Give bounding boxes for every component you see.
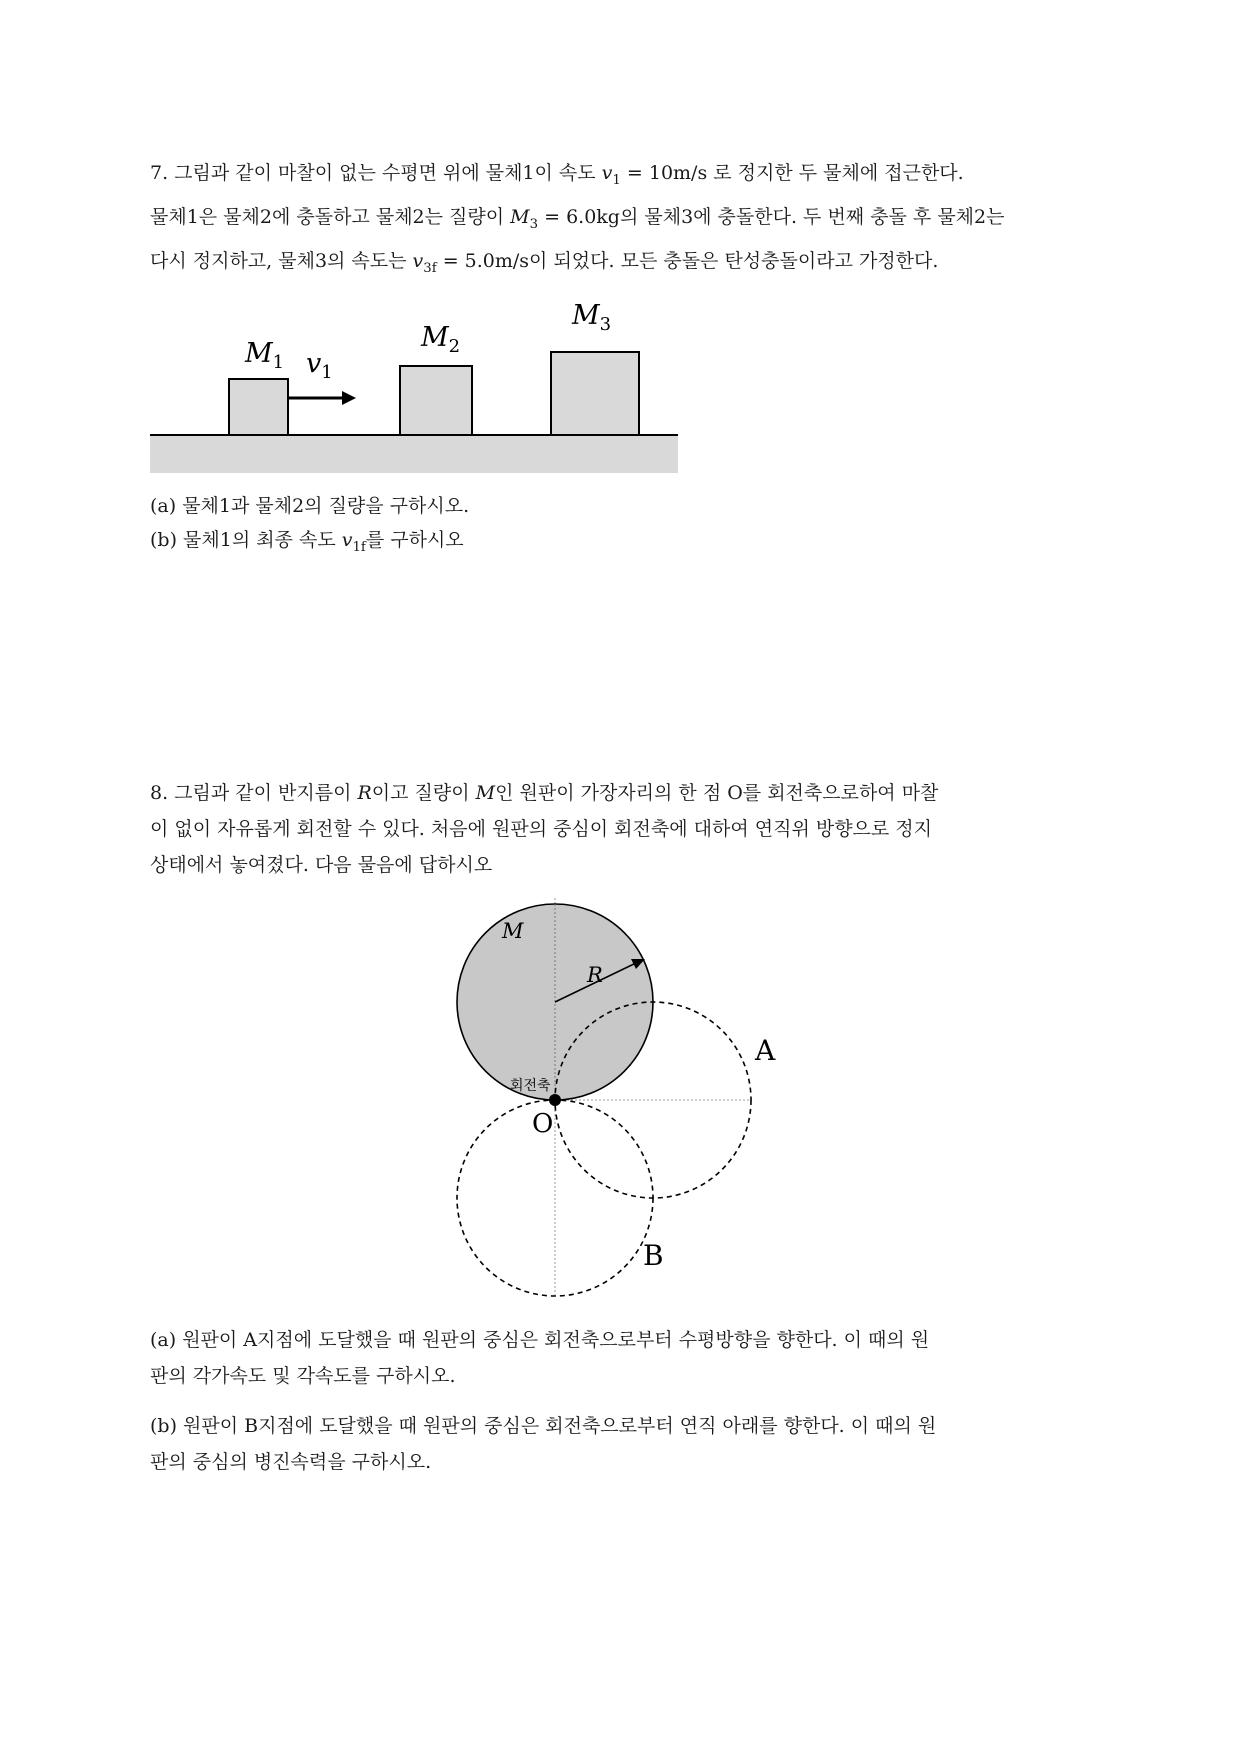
label-v1: $v_1$ bbox=[306, 348, 333, 383]
q8-line-3: 상태에서 놓여졌다. 다음 물음에 답하시오 bbox=[150, 854, 493, 876]
label-axis: 회전축 bbox=[510, 1078, 551, 1094]
pivot-point bbox=[549, 1094, 561, 1106]
label-m3: $M_3$ bbox=[572, 300, 612, 335]
label-pivot-o: O bbox=[532, 1109, 554, 1139]
q7-line-3: 다시 정지하고, 물체3의 속도는 $v_{3f} = 5.0m/s$이 되었다. 모든 충돌은 탄성충돌이라고 가정한다. bbox=[150, 249, 939, 276]
label-point-a: A bbox=[755, 1034, 776, 1067]
q8-line-2: 이 없이 자유롭게 회전할 수 있다. 처음에 원판의 중심이 회전축에 대하여 연직위 방향으로 정지 bbox=[150, 818, 933, 840]
var-v1f: $v_{1f}$ bbox=[341, 529, 366, 555]
q8-figure bbox=[440, 890, 800, 1310]
ground-surface bbox=[150, 435, 678, 473]
q7-part-a: (a) 물체1과 물체2의 질량을 구하시오. bbox=[150, 495, 470, 517]
q7-part-b: (b) 물체1의 최종 속도 $v_{1f}$를 구하시오 bbox=[150, 529, 464, 555]
arrow-head bbox=[342, 391, 356, 405]
var-v: $v_1$ bbox=[601, 162, 621, 188]
q7-line-1: 7. 그림과 같이 마찰이 없는 수평면 위에 물체1이 속도 $v_1 = 10m/s$ 로 정지한 두 물체에 접근한다. bbox=[150, 162, 964, 188]
q8-statement bbox=[150, 775, 1095, 883]
q8-part-a: (a) 원판이 A지점에 도달했을 때 원판의 중심은 회전축으로부터 수평방향을 향한다. 이 때의 원 판의 각가속도 및 각속도를 구하시오. bbox=[150, 1329, 930, 1387]
label-m2: $M_2$ bbox=[421, 322, 461, 357]
label-radius: R bbox=[587, 963, 603, 987]
block-m1 bbox=[229, 379, 288, 435]
label-m1: $M_1$ bbox=[245, 338, 285, 373]
q7-statement bbox=[150, 155, 1095, 286]
block-m2 bbox=[400, 366, 472, 435]
label-mass: M bbox=[502, 919, 524, 943]
block-m3 bbox=[551, 352, 639, 435]
q8-line-1: 8. 그림과 같이 반지름이 R이고 질량이 M인 원판이 가장자리의 한 점 O를 회전축으로하여 마찰 bbox=[150, 782, 939, 804]
var-m3: $M_3$ bbox=[510, 205, 539, 232]
q7-figure bbox=[150, 295, 680, 475]
label-point-b: B bbox=[643, 1239, 664, 1272]
var-v3f: $v_{3f}$ bbox=[412, 249, 437, 276]
q7-line-2: 물체1은 물체2에 충돌하고 물체2는 질량이 $M_3 = 6.0kg$의 물체3에 충돌한다. 두 번째 충돌 후 물체2는 bbox=[150, 205, 1005, 232]
q8-part-b: (b) 원판이 B지점에 도달했을 때 원판의 중심은 회전축으로부터 연직 아래를 향한다. 이 때의 원 판의 중심의 병진속력을 구하시오. bbox=[150, 1415, 937, 1473]
